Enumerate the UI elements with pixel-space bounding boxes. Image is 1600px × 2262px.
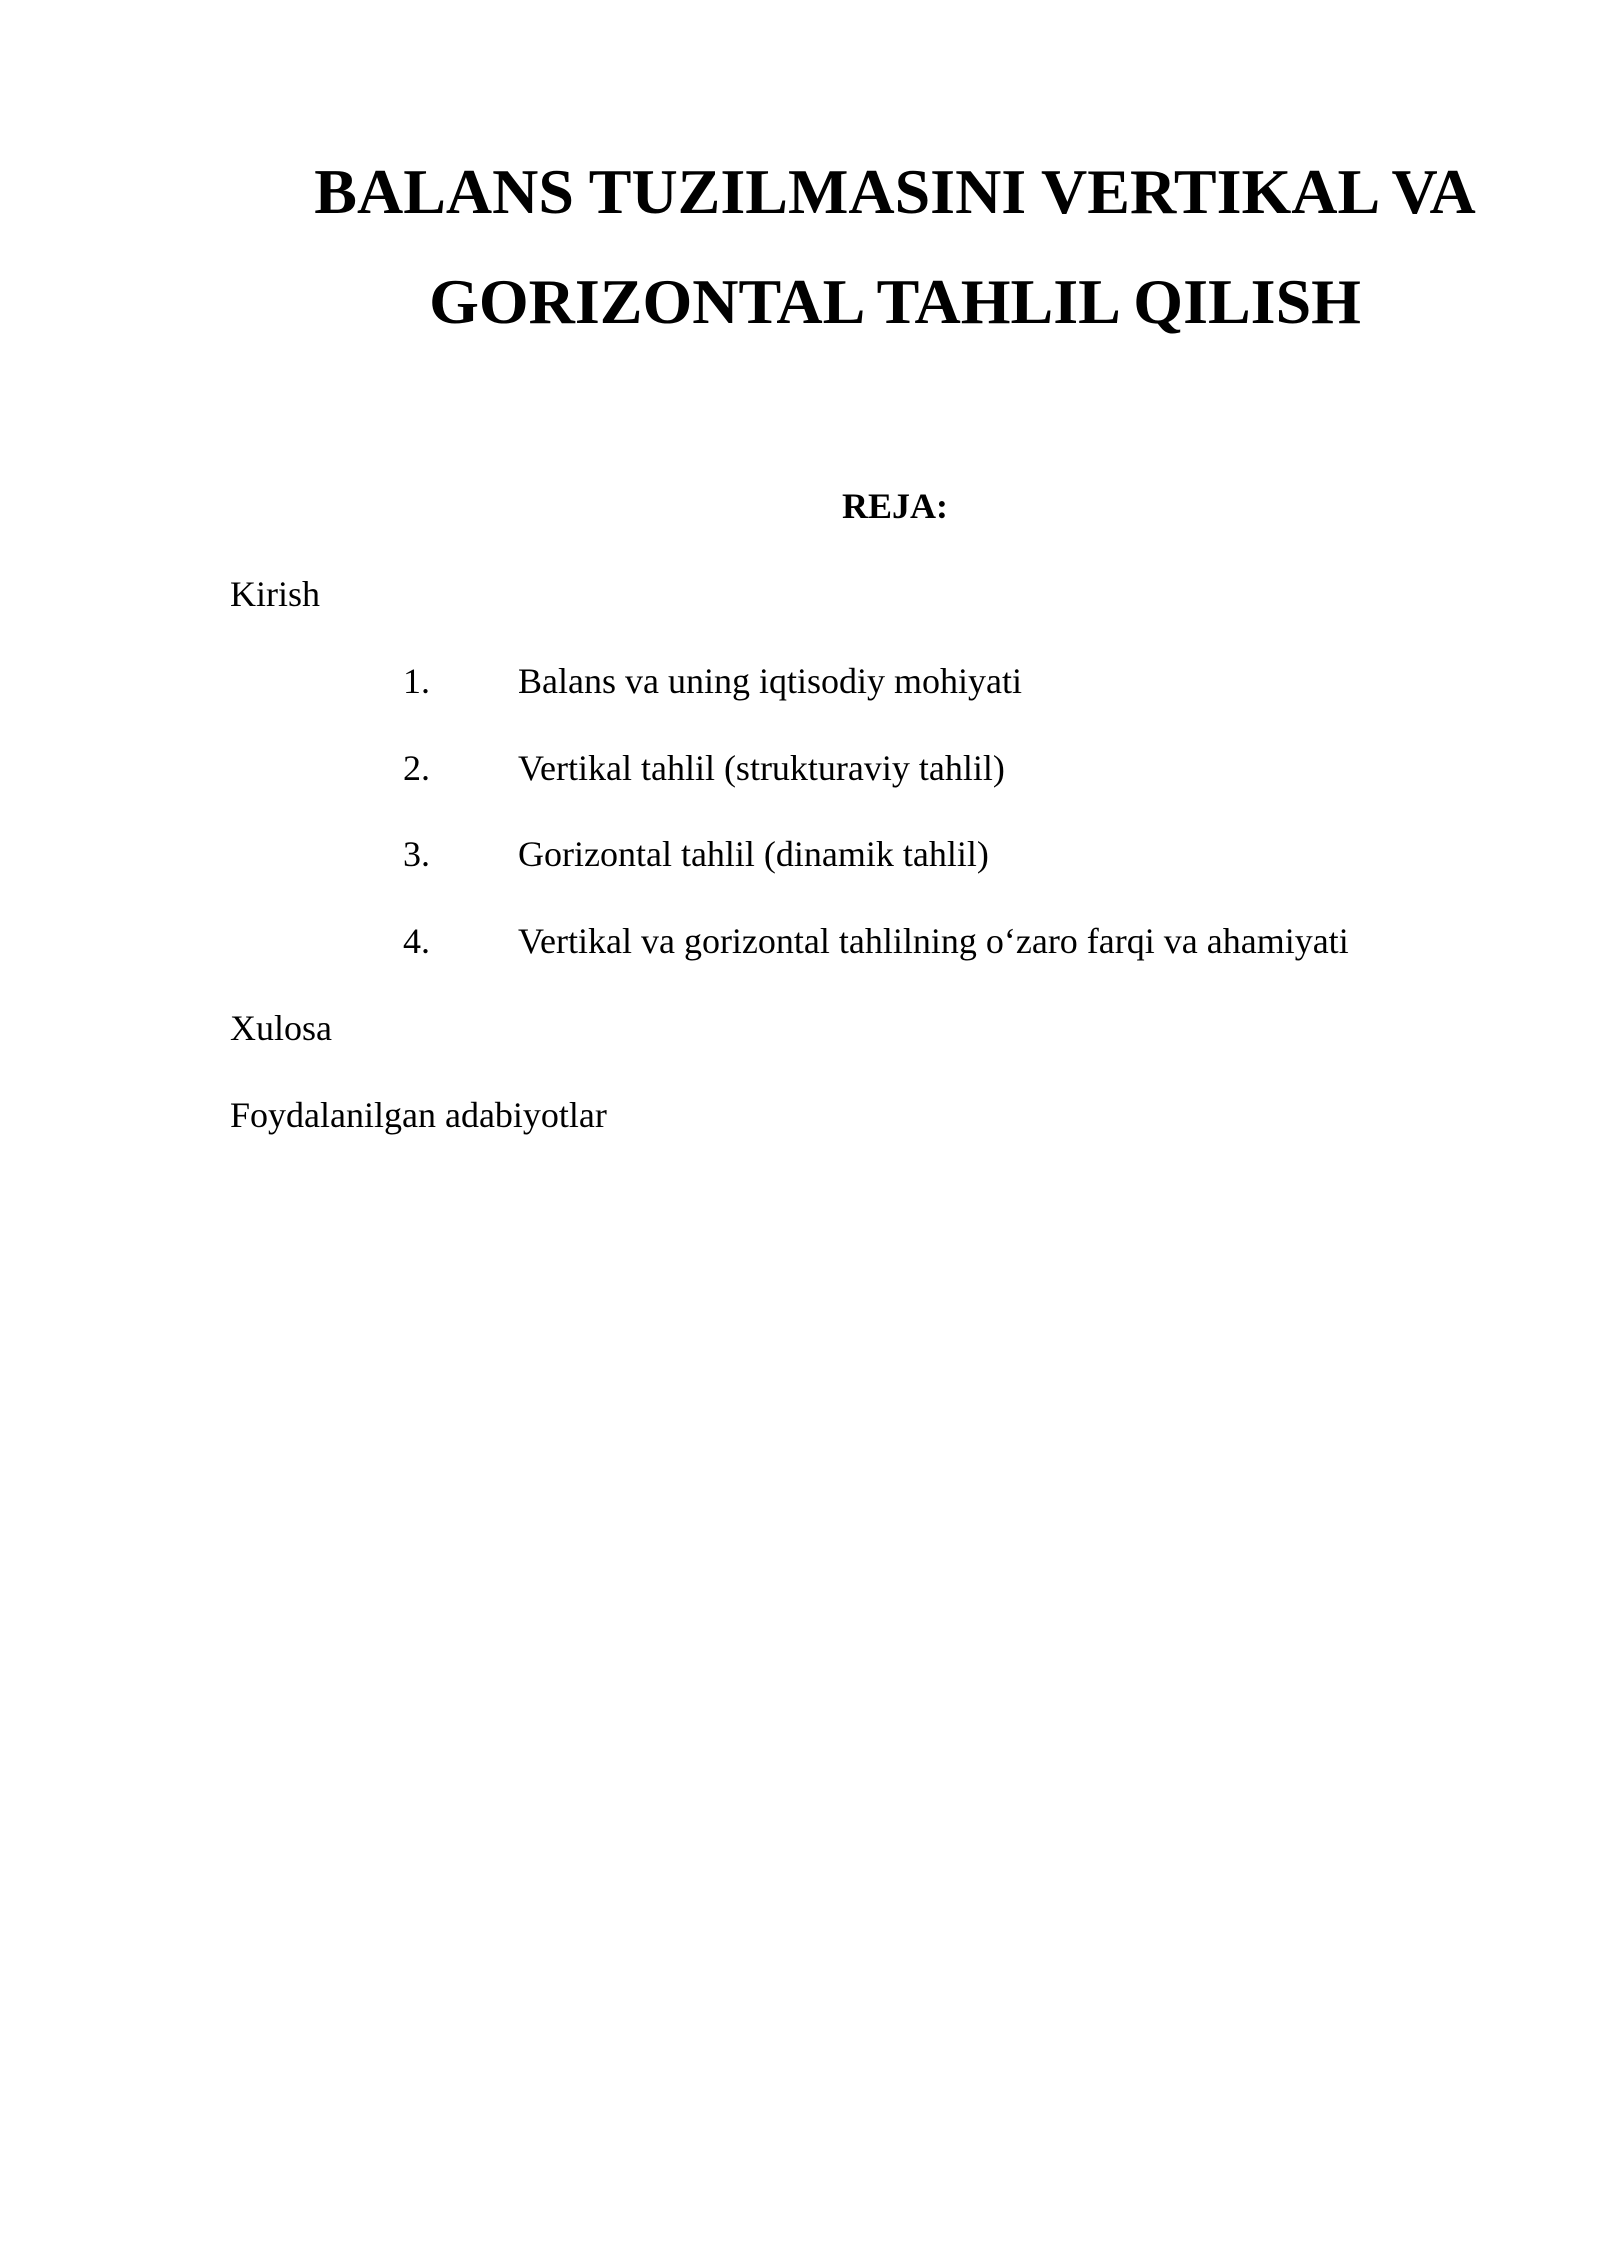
plan-item-text: Vertikal tahlil (strukturaviy tahlil) — [518, 748, 1005, 788]
plan-list-item — [403, 923, 1349, 959]
plan-list-item — [403, 750, 1005, 786]
plan-item-text: Vertikal va gorizontal tahlilning o‘zaro farqi va ahamiyati — [518, 921, 1349, 961]
document-title-line-2: GORIZONTAL TAHLIL QILISH — [429, 266, 1361, 337]
plan-item-number: 3. — [403, 834, 430, 874]
plan-item-text: Gorizontal tahlil (dinamik tahlil) — [518, 834, 989, 874]
plan-heading: REJA: — [842, 486, 948, 526]
intro-item: Kirish — [230, 574, 320, 614]
conclusion-item: Xulosa — [230, 1008, 332, 1048]
plan-item-number: 1. — [403, 661, 430, 701]
plan-list-item — [403, 836, 989, 872]
document-title-line-1: BALANS TUZILMASINI VERTIKAL VA — [314, 156, 1476, 227]
plan-item-number: 4. — [403, 921, 430, 961]
plan-item-text: Balans va uning iqtisodiy mohiyati — [518, 661, 1022, 701]
plan-item-number: 2. — [403, 748, 430, 788]
references-item: Foydalanilgan adabiyotlar — [230, 1095, 607, 1135]
plan-list-item — [403, 663, 1022, 699]
